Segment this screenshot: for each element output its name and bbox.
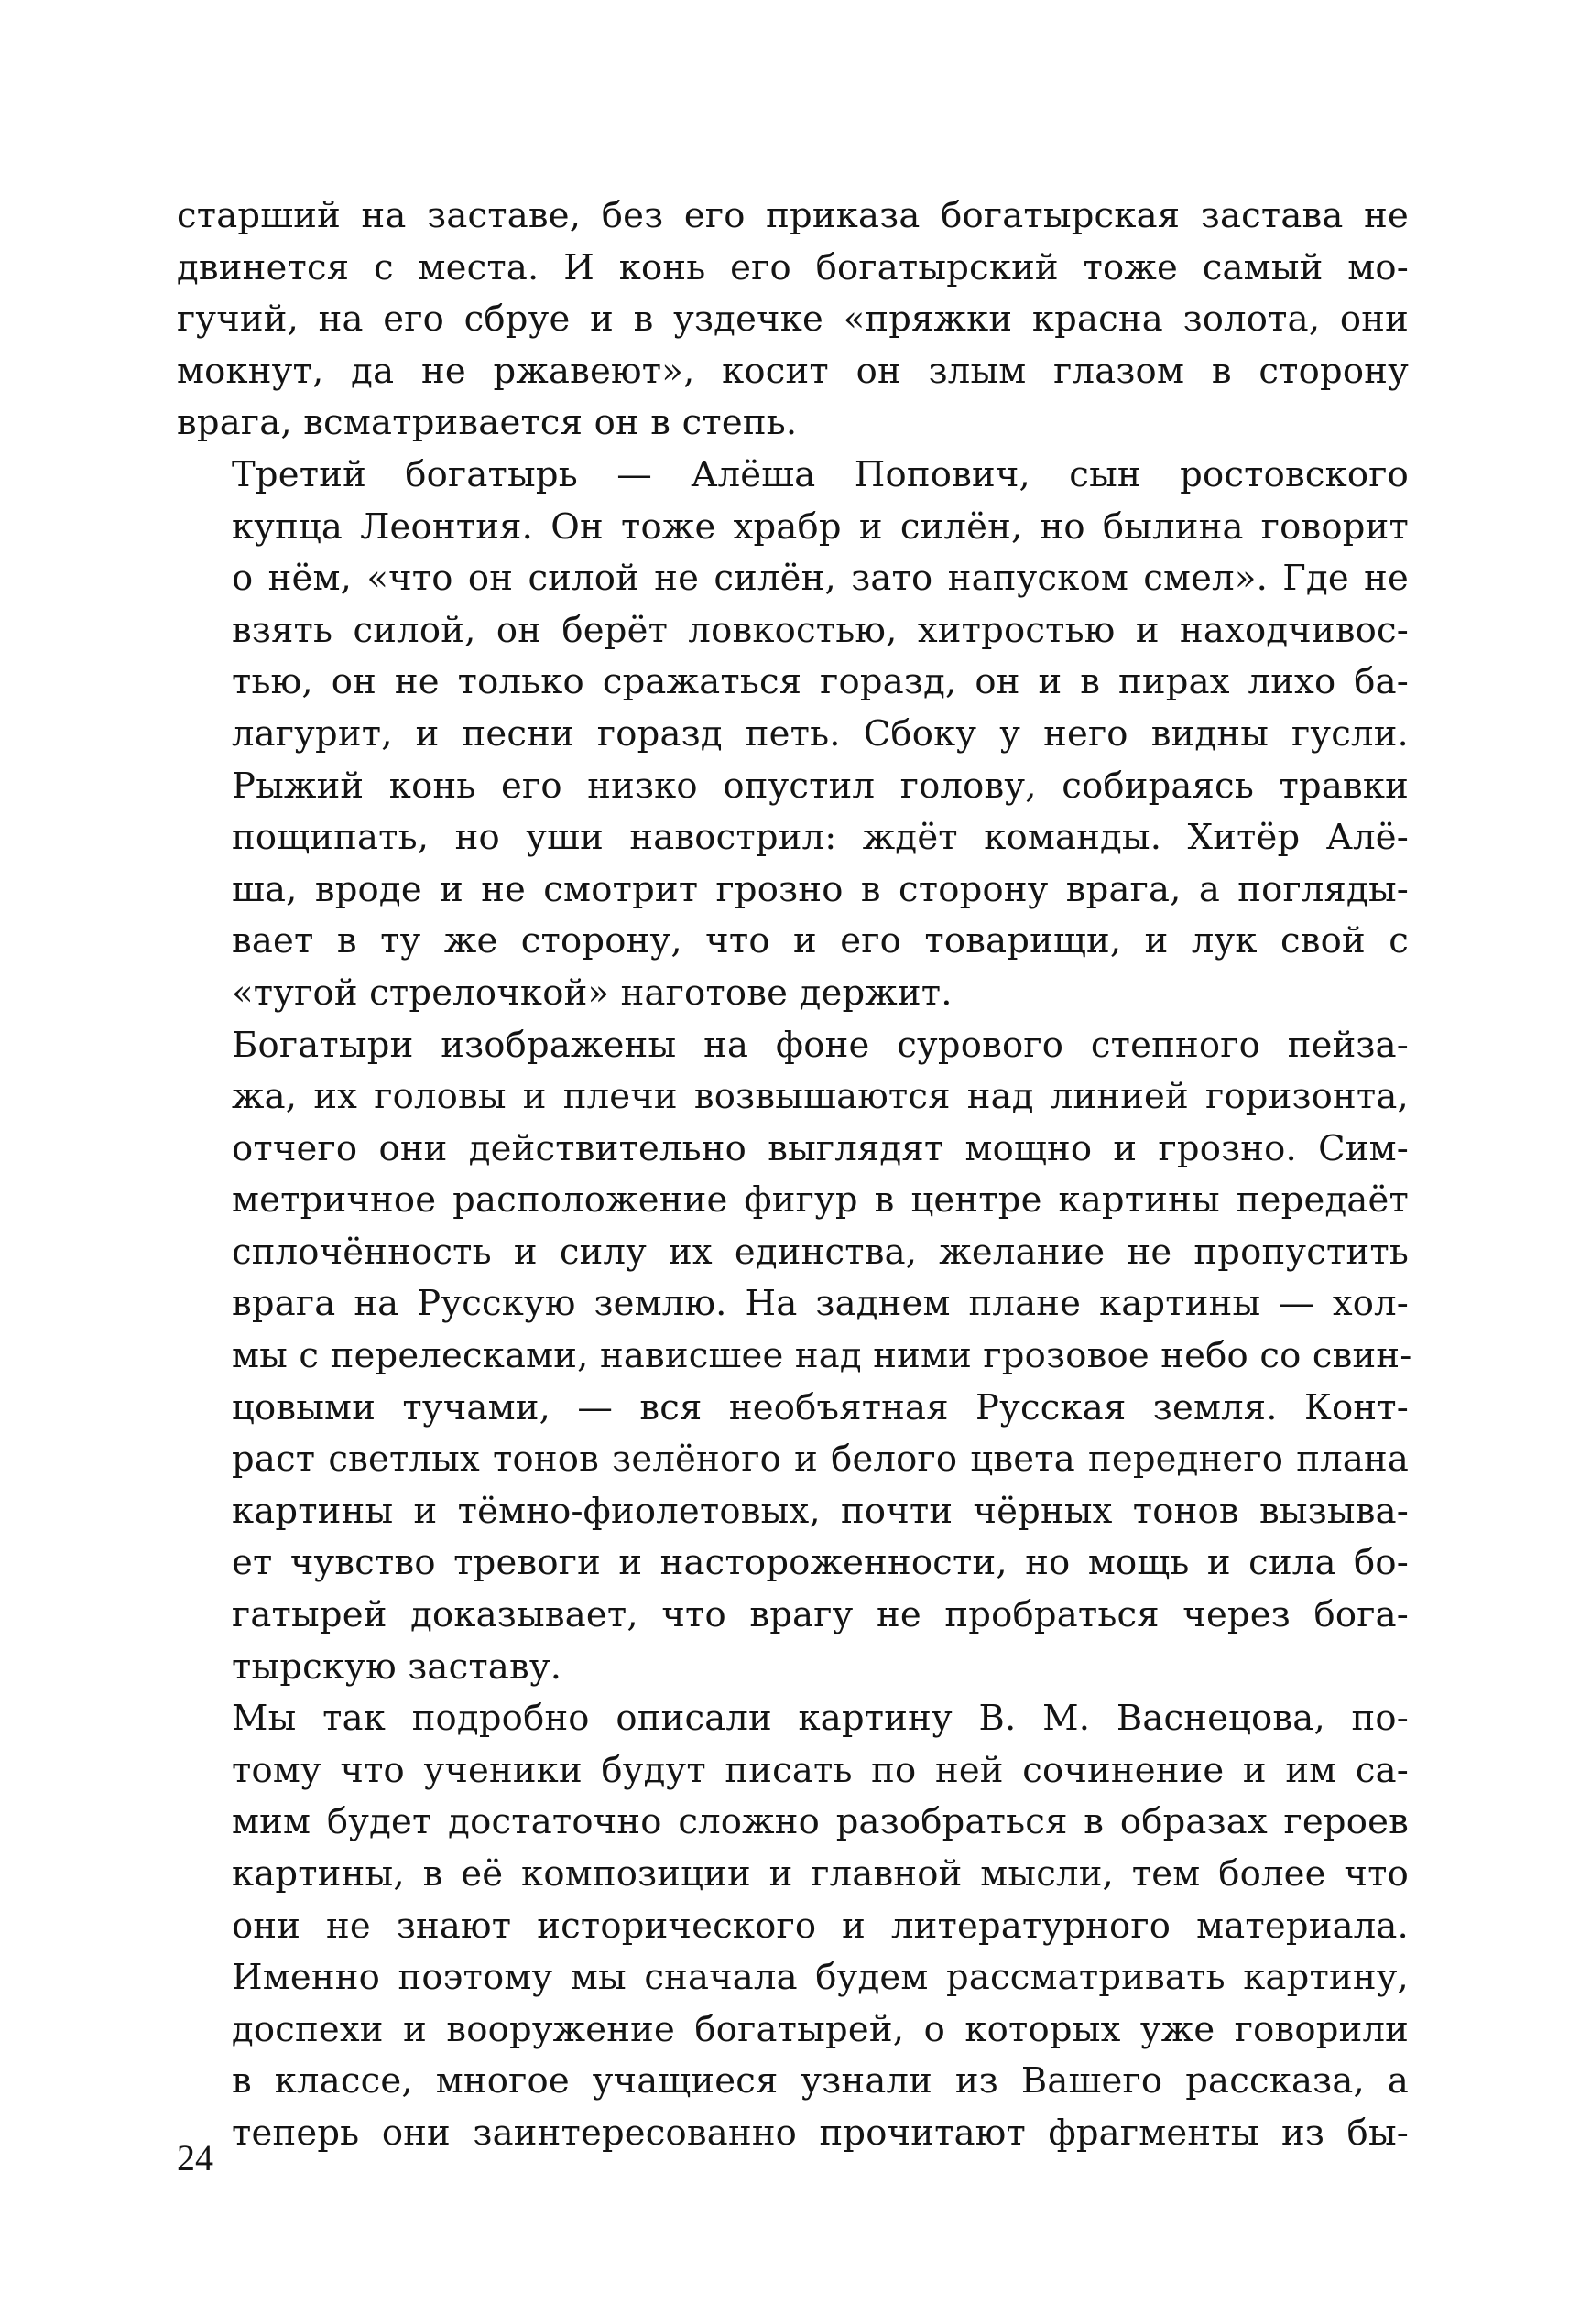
text-line: жа, их головы и плечи возвышаются над линией горизонта, [232,1076,1409,1118]
text-line: они не знают исторического и литературного материала. [232,1905,1409,1947]
text-line: тырскую заставу. [232,1645,562,1688]
text-line: ет чувство тревоги и настороженности, но мощь и сила бо- [232,1542,1409,1584]
text-line: Именно поэтому мы сначала будем рассматривать картину, [232,1957,1409,1999]
text-line: метричное расположение фигур в центре картины передаёт [232,1179,1409,1222]
text-line: тому что ученики будут писать по ней сочинение и им са- [232,1749,1409,1791]
text-line: Рыжий конь его низко опустил голову, собираясь травки [232,765,1409,807]
page-number: 24 [177,2137,213,2178]
text-line: мокнут, да не ржавеют», косит он злым глазом в сторону [177,350,1409,392]
text-line: взять силой, он берёт ловкостью, хитростью и находчивос- [232,609,1409,651]
text-line: Третий богатырь — Алёша Попович, сын ростовского [232,453,1409,495]
text-line: картины, в её композиции и главной мысли, тем более что [232,1853,1409,1895]
text-line: врага на Русскую землю. На заднем плане картины — хол- [232,1283,1409,1325]
paragraph-2 [177,450,1409,1020]
paragraph-3 [177,1020,1412,1694]
text-line: купца Леонтия. Он тоже храбр и силён, но былина говорит [232,505,1409,548]
text-line: картины и тёмно-фиолетовых, почти чёрных тонов вызыва- [232,1490,1409,1532]
text-line: ша, вроде и не смотрит грозно в сторону врага, а погляды- [232,868,1409,910]
text-line: лагурит, и песни горазд петь. Сбоку у него видны гусли. [232,712,1409,755]
text-line: отчего они действительно выглядят мощно и грозно. Сим- [232,1127,1409,1169]
text-line: вает в ту же сторону, что и его товарищи, и лук свой с [232,920,1409,962]
text-line: Богатыри изображены на фоне сурового степного пейза- [232,1024,1409,1066]
text-line: гатырей доказывает, что врагу не пробраться через бога- [232,1594,1409,1636]
text-line: старший на заставе, без его приказа богатырская застава не [177,195,1409,236]
text-line: врага, всматривается он в степь. [177,402,798,444]
text-line: раст светлых тонов зелёного и белого цвета переднего плана [232,1439,1409,1481]
text-line: сплочённость и силу их единства, желание не пропустить [232,1231,1409,1273]
paragraph-4 [177,1693,1409,2159]
body-text [177,190,1412,2160]
text-line: гучий, на его сбруе и в уздечке «пряжки красна золота, они [177,299,1409,341]
text-line: доспехи и вооружение богатырей, о которых уже говорили [232,2008,1409,2050]
text-line: Мы так подробно описали картину В. М. Васнецова, по- [232,1698,1409,1740]
text-line: о нём, «что он силой не силён, зато напуском смел». Где не [232,558,1409,600]
text-line: мы с перелесками, нависшее над ними грозовое небо со свин- [232,1335,1412,1377]
text-line: мим будет достаточно сложно разобраться в образах героев [232,1801,1409,1843]
text-line: двинется с места. И конь его богатырский тоже самый мо- [177,246,1409,288]
text-line: тью, он не только сражаться горазд, он и в пирах лихо ба- [232,661,1409,703]
text-line: теперь они заинтересованно прочитают фрагменты из бы- [232,2112,1409,2154]
text-line: в классе, многое учащиеся узнали из Вашего рассказа, а [232,2060,1409,2102]
text-line: цовыми тучами, — вся необъятная Русская земля. Конт- [232,1386,1409,1428]
text-line: «тугой стрелочкой» наготове держит. [232,972,953,1014]
paragraph-1 [177,190,1409,450]
text-line: пощипать, но уши навострил: ждёт команды. Хитёр Алё- [232,817,1409,859]
